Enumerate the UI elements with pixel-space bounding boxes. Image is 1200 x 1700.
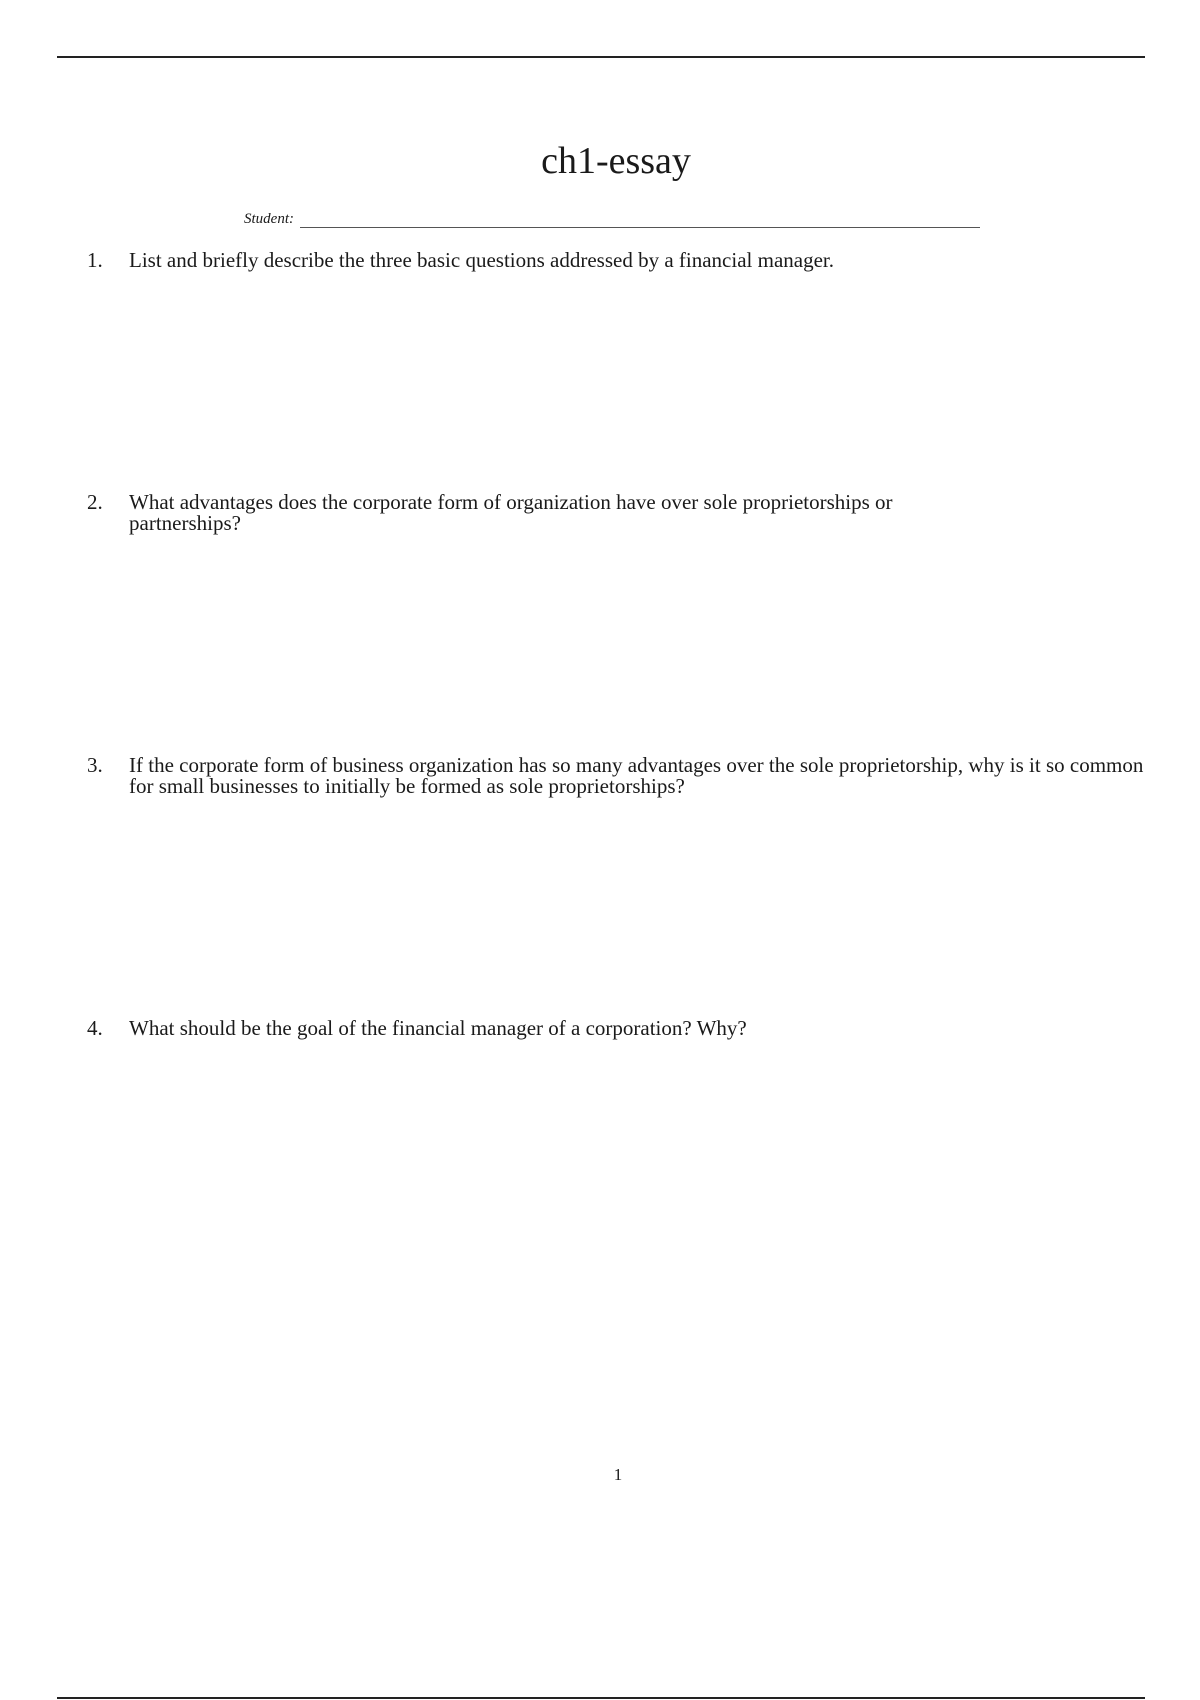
question-text: List and briefly describe the three basic questions addressed by a financial manager.: [129, 248, 834, 272]
question-number: 1.: [87, 248, 103, 272]
page-title: ch1-essay: [541, 140, 691, 182]
student-label: Student:: [244, 211, 294, 227]
question-number: 2.: [87, 490, 103, 514]
question-number: 3.: [87, 753, 103, 777]
student-field: [244, 206, 980, 228]
question-number: 4.: [87, 1016, 103, 1040]
question-2: [87, 492, 1147, 534]
question-3: [87, 755, 1147, 797]
top-rule: [57, 56, 1145, 58]
page-number: 1: [613, 1465, 623, 1484]
question-text: What should be the goal of the financial manager of a corporation? Why?: [129, 1016, 747, 1040]
bottom-rule: [57, 1697, 1145, 1699]
question-text: What advantages does the corporate form of organization have over sole proprietorships or partnerships?: [129, 490, 893, 535]
question-4: [87, 1018, 1147, 1039]
question-text: If the corporate form of business organization has so many advantages over the sole proprietorship, why is it so common for small businesses to initially be formed as sole proprietorships?: [129, 753, 1144, 798]
question-1: [87, 250, 1147, 271]
student-name-line[interactable]: [300, 209, 980, 228]
